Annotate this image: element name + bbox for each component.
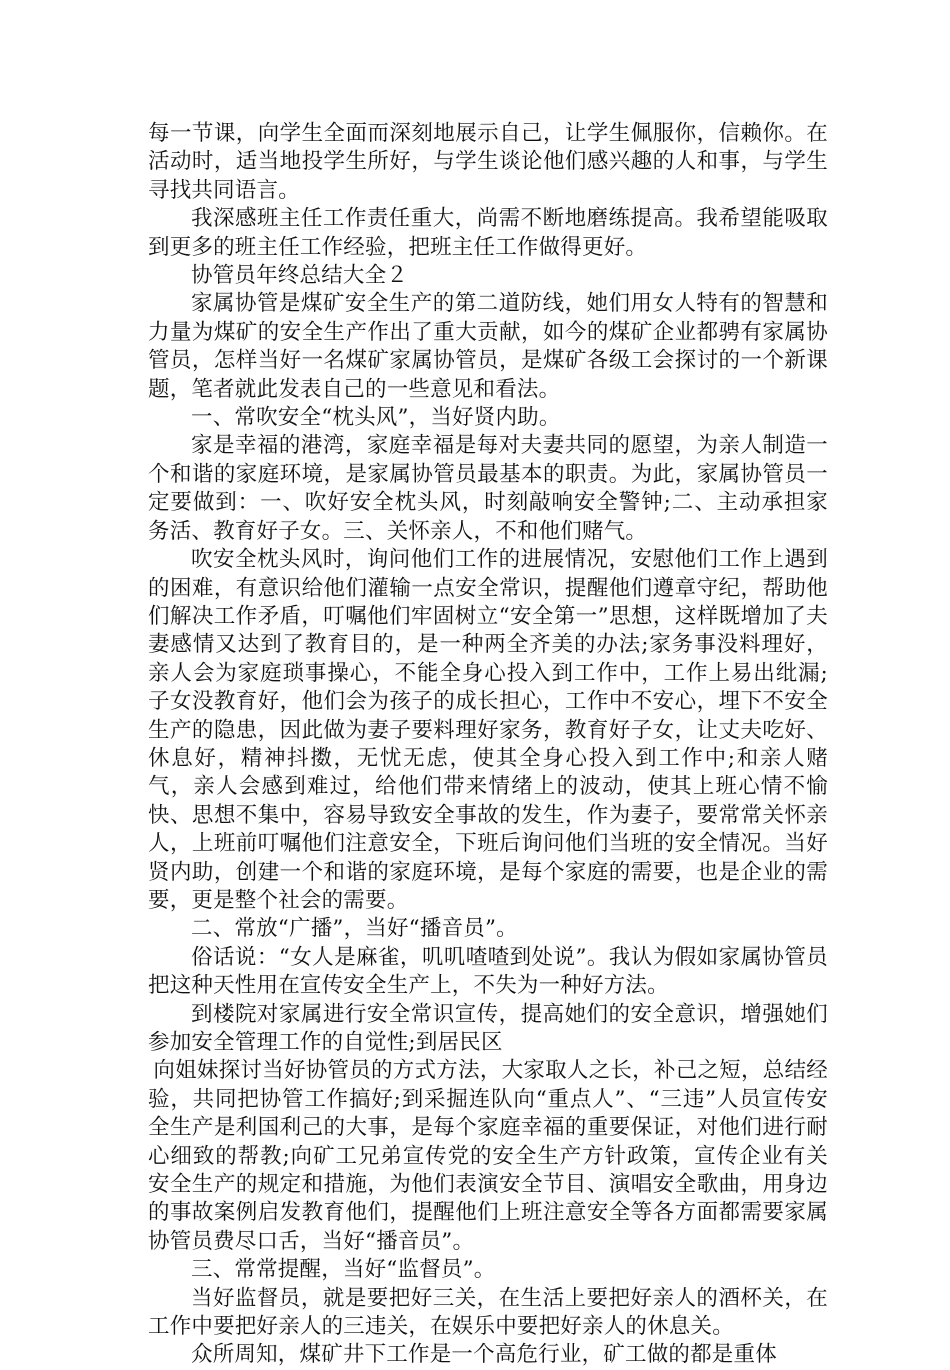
paragraph-7: 吹安全枕头风时，询问他们工作的进展情况，安慰他们工作上遇到的困难，有意识给他们灌输一点安全常识，提醒他们遵章守纪，帮助他们解决工作矛盾，叮嘱他们牢固树立“安全第一”思想，这样既增加了夫妻感情又达到了教育目的，是一种两全齐美的办法;家务事没料理好，亲人会为家庭琐事操心，不能全身心投入到工作中，工作上易出纰漏;子女没教育好，他们会为孩子的成长担心，工作中不安心，埋下不安全生产的隐患，因此做为妻子要料理好家务，教育好子女，让丈夫吃好、休息好，精神抖擞，无忧无虑，使其全身心投入到工作中;和亲人赌气，亲人会感到难过，给他们带来情绪上的波动，使其上班心情不愉快、思想不集中，容易导致安全事故的发生，作为妻子，要常常关怀亲人，上班前叮嘱他们注意安全，下班后询问他们当班的安全情况。当好贤内助，创建一个和谐的家庭环境，是每个家庭的需要，也是企业的需要，更是整个社会的需要。 <box>148 547 828 913</box>
paragraph-14: 众所周知，煤矿井下工作是一个高危行业，矿工做的都是重体 <box>191 1342 777 1368</box>
heading-two: 二、常放“广播”，当好“播音员”。 <box>191 916 518 942</box>
document-page <box>148 120 828 1370</box>
paragraph-6: 家是幸福的港湾，家庭幸福是每对夫妻共同的愿望，为亲人制造一个和谐的家庭环境，是家属协管员最基本的职责。为此，家属协管员一定要做到：一、吹好安全枕头风，时刻敲响安全警钟;二、主动承担家务活、教育好子女。三、关怀亲人，不和他们赌气。 <box>148 433 828 544</box>
paragraph-1: 每一节课，向学生全面而深刻地展示自己，让学生佩服你，信赖你。在活动时，适当地投学生所好，与学生谈论他们感兴趣的人和事，与学生寻找共同语言。 <box>148 121 828 203</box>
paragraph-4: 家属协管是煤矿安全生产的第二道防线，她们用女人特有的智慧和力量为煤矿的安全生产作出了重大贡献，如今的煤矿企业都骋有家属协管员，怎样当好一名煤矿家属协管员，是煤矿各级工会探讨的一个新课题，笔者就此发表自己的一些意见和看法。 <box>148 291 828 402</box>
heading-one: 一、常吹安全“枕头风”，当好贤内助。 <box>191 405 561 431</box>
paragraph-2: 我深感班主任工作责任重大，尚需不断地磨练提高。我希望能吸取到更多的班主任工作经验，把班主任工作做得更好。 <box>148 206 828 260</box>
paragraph-10: 到楼院对家属进行安全常识宣传，提高她们的安全意识，增强她们参加安全管理工作的自觉性;到居民区 <box>148 1001 828 1055</box>
section-title: 协管员年终总结大全２ <box>191 263 409 289</box>
heading-three: 三、常常提醒，当好“监督员”。 <box>191 1257 496 1283</box>
paragraph-13: 当好监督员，就是要把好三关，在生活上要把好亲人的酒杯关，在工作中要把好亲人的三违关，在娱乐中要把好亲人的休息关。 <box>148 1285 828 1340</box>
paragraph-11: 向姐妹探讨当好协管员的方式方法，大家取人之长，补己之短，总结经验，共同把协管工作搞好;到采掘连队向“重点人”、“三违”人员宣传安全生产是利国利己的大事，是每个家庭幸福的重要保证，对他们进行耐心细致的帮教;向矿工兄弟宣传党的安全生产方针政策，宣传企业有关安全生产的规定和措施，为他们表演安全节目、演唱安全歌曲，用身边的事故案例启发教育他们，提醒他们上班注意安全等各方面都需要家属协管员费尽口舌，当好“播音员”。 <box>148 1058 828 1254</box>
paragraph-9: 俗话说：“女人是麻雀，叽叽喳喳到处说”。我认为假如家属协管员把这种天性用在宣传安全生产上，不失为一种好方法。 <box>148 944 828 999</box>
